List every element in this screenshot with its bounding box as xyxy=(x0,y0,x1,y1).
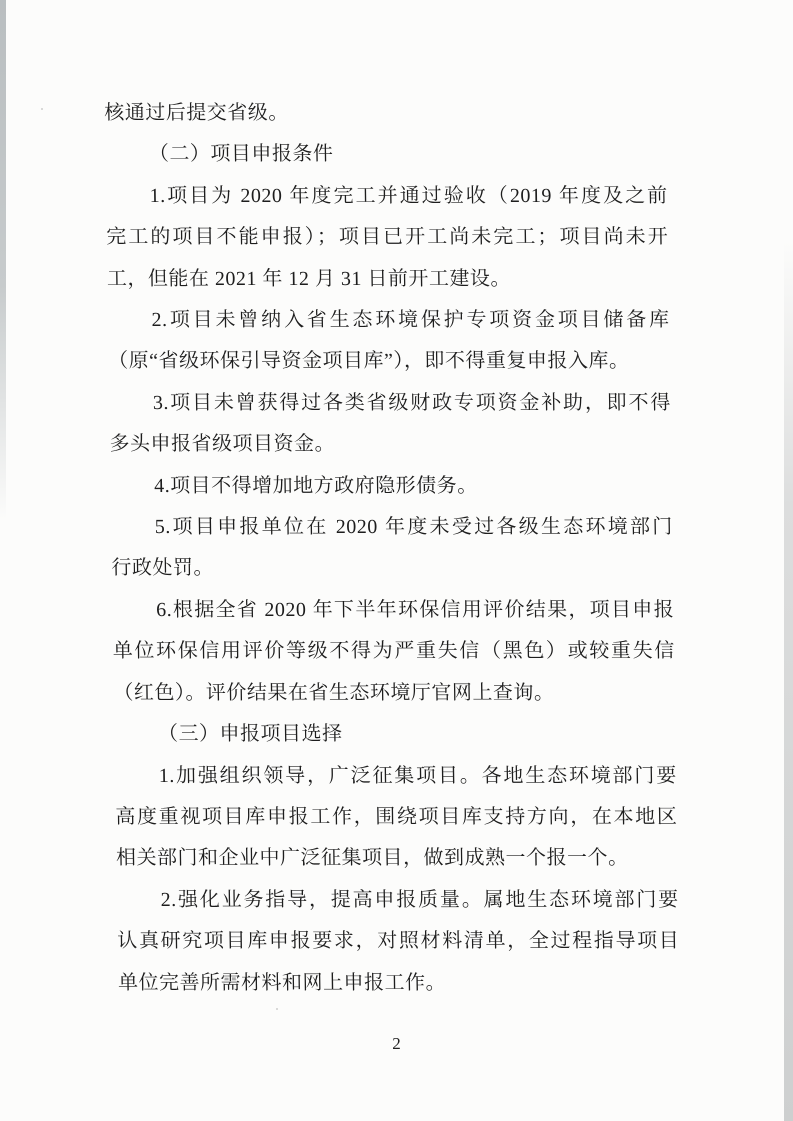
scan-speck xyxy=(276,1008,278,1010)
text-line: 核通过后提交省级。 xyxy=(104,102,289,124)
text-line: 高度重视项目库申报工作，围绕项目库支持方向，在本地区 xyxy=(115,805,678,828)
text-line: 4.项目不得增加地方政府隐形债务。 xyxy=(153,474,478,497)
text-line: 工，但能在 2021 年 12 月 31 日前开工建设。 xyxy=(106,267,512,290)
text-line: （原“省级环保引导资金项目库”），即不得重复申报入库。 xyxy=(108,350,630,373)
text-line: 6.根据全省 2020 年下半年环保信用评价结果，项目申报 xyxy=(155,598,675,621)
text-line: （三）申报项目选择 xyxy=(157,723,343,746)
text-line: 3.项目未曾获得过各类省级财政专项资金补助，即不得 xyxy=(152,391,672,414)
text-line: （红色）。评价结果在省生态环境厅官网上查询。 xyxy=(113,681,555,704)
document-body xyxy=(104,93,680,1004)
text-line: 完工的项目不能申报）；项目已开工尚未完工；项目尚未开 xyxy=(106,226,669,249)
scan-speck xyxy=(41,108,43,110)
scan-edge-right-shadow xyxy=(784,240,793,1121)
page-number: 2 xyxy=(392,1034,401,1053)
text-line: （二）项目申报条件 xyxy=(148,143,334,166)
text-line: 行政处罚。 xyxy=(111,557,215,580)
text-line: 2.强化业务指导，提高申报质量。属地生态环境部门要 xyxy=(160,888,679,911)
text-line: 多头申报省级项目资金。 xyxy=(109,433,336,456)
text-line: 单位完善所需材料和网上申报工作。 xyxy=(117,971,447,994)
text-line: 1.加强组织领导，广泛征集项目。各地生态环境部门要 xyxy=(158,764,677,787)
scan-edge-left-shadow xyxy=(0,0,6,520)
text-line: 1.项目为 2020 年度完工并通过验收（2019 年度及之前 xyxy=(149,184,668,207)
text-line: 单位环保信用评价等级不得为严重失信（黑色）或较重失信 xyxy=(112,640,675,663)
text-line: 认真研究项目库申报要求，对照材料清单，全过程指导项目 xyxy=(117,930,680,953)
text-line: 2.项目未曾纳入省生态环境保护专项资金项目储备库 xyxy=(151,309,670,332)
text-line: 5.项目申报单位在 2020 年度未受过各级生态环境部门 xyxy=(154,516,673,539)
text-line: 相关部门和企业中广泛征集项目，做到成熟一个报一个。 xyxy=(115,847,629,870)
